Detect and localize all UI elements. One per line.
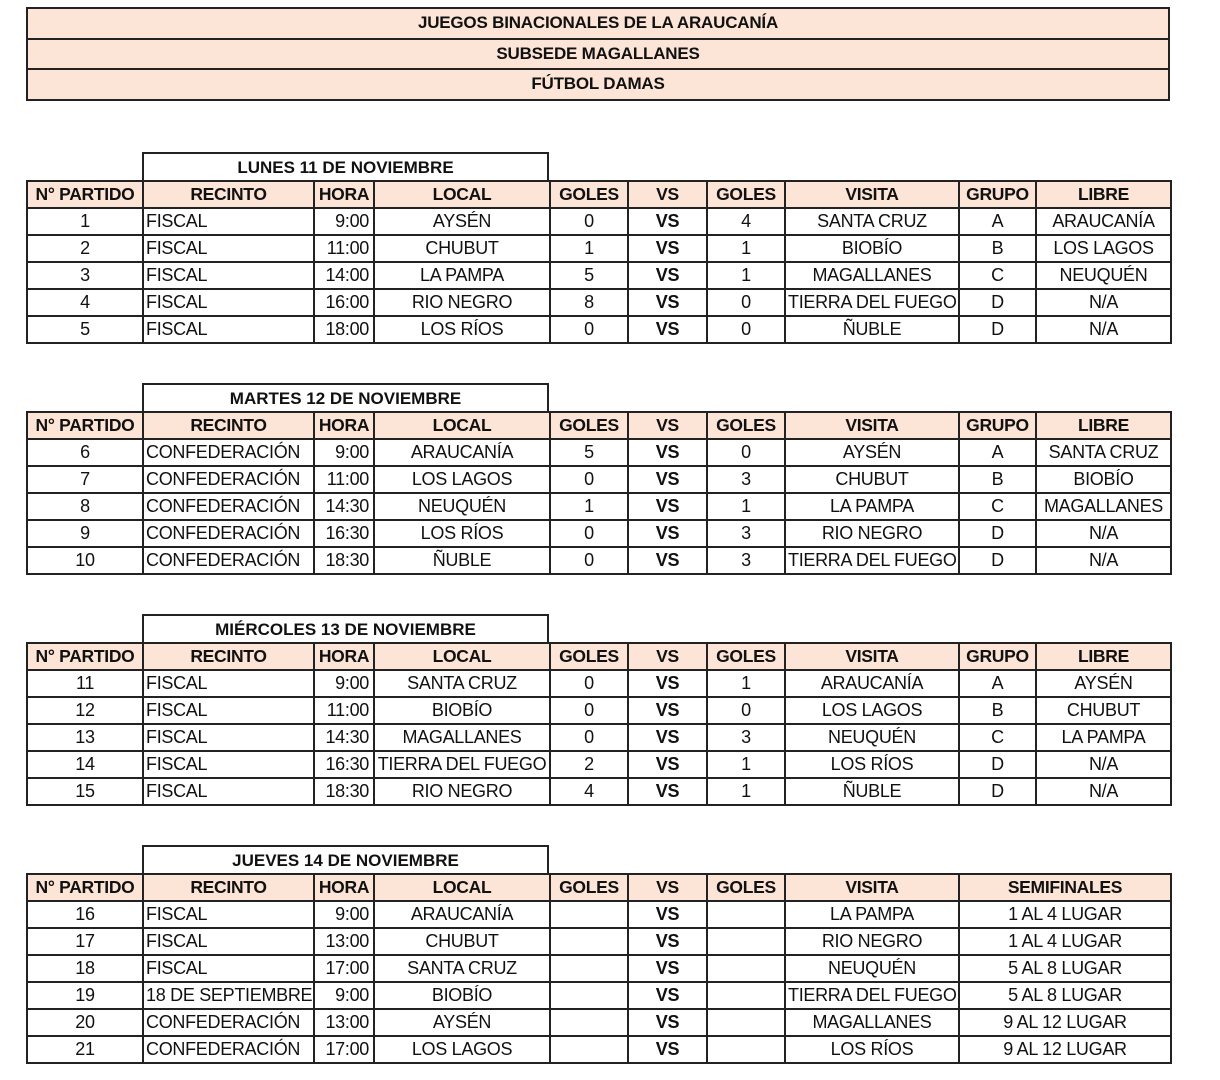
cell-goles-visita: 0 xyxy=(707,697,785,724)
cell-goles-local: 0 xyxy=(550,466,628,493)
cell-visita: LA PAMPA xyxy=(785,493,959,520)
cell-libre: ARAUCANÍA xyxy=(1036,208,1171,235)
col-semifinales-header: SEMIFINALES xyxy=(959,874,1171,901)
cell-visita: TIERRA DEL FUEGO xyxy=(785,547,959,574)
col-local-header: LOCAL xyxy=(374,874,550,901)
cell-goles-visita: 1 xyxy=(707,778,785,805)
cell-goles-visita xyxy=(707,955,785,982)
col-local-header: LOCAL xyxy=(374,181,550,208)
cell-vs: VS xyxy=(628,520,707,547)
match-row xyxy=(27,928,1171,955)
cell-grupo: D xyxy=(959,547,1036,574)
cell-goles-visita: 3 xyxy=(707,466,785,493)
cell-goles-local: 1 xyxy=(550,493,628,520)
event-title: JUEGOS BINACIONALES DE LA ARAUCANÍA xyxy=(28,9,1168,40)
match-row xyxy=(27,316,1171,343)
cell-visita: NEUQUÉN xyxy=(785,955,959,982)
cell-recinto: FISCAL xyxy=(143,670,314,697)
cell-libre: N/A xyxy=(1036,289,1171,316)
cell-goles-visita: 0 xyxy=(707,316,785,343)
cell-visita: NEUQUÉN xyxy=(785,724,959,751)
match-row xyxy=(27,955,1171,982)
cell-visita: MAGALLANES xyxy=(785,1009,959,1036)
col-grupo-header: GRUPO xyxy=(959,181,1036,208)
cell-vs: VS xyxy=(628,697,707,724)
cell-local: AYSÉN xyxy=(374,208,550,235)
cell-local: SANTA CRUZ xyxy=(374,955,550,982)
cell-recinto: FISCAL xyxy=(143,955,314,982)
cell-visita: ARAUCANÍA xyxy=(785,670,959,697)
col-vs-header: VS xyxy=(628,181,707,208)
cell-goles-visita xyxy=(707,982,785,1009)
cell-vs: VS xyxy=(628,316,707,343)
col-visita-header: VISITA xyxy=(785,412,959,439)
cell-local: RIO NEGRO xyxy=(374,289,550,316)
cell-local: TIERRA DEL FUEGO xyxy=(374,751,550,778)
header-row xyxy=(27,874,1171,901)
cell-semifinales: 9 AL 12 LUGAR xyxy=(959,1009,1171,1036)
cell-goles-local xyxy=(550,1009,628,1036)
cell-libre: LOS LAGOS xyxy=(1036,235,1171,262)
cell-n: 13 xyxy=(27,724,143,751)
cell-goles-visita: 1 xyxy=(707,670,785,697)
day-header: LUNES 11 DE NOVIEMBRE xyxy=(142,152,549,180)
cell-hora: 13:00 xyxy=(314,1009,374,1036)
cell-n: 21 xyxy=(27,1036,143,1063)
cell-vs: VS xyxy=(628,439,707,466)
cell-libre: N/A xyxy=(1036,547,1171,574)
cell-recinto: FISCAL xyxy=(143,697,314,724)
cell-hora: 16:00 xyxy=(314,289,374,316)
cell-n: 14 xyxy=(27,751,143,778)
cell-goles-visita: 3 xyxy=(707,724,785,751)
match-row xyxy=(27,208,1171,235)
cell-grupo: A xyxy=(959,670,1036,697)
cell-goles-visita: 3 xyxy=(707,547,785,574)
col-recinto-header: RECINTO xyxy=(143,643,314,670)
cell-local: BIOBÍO xyxy=(374,697,550,724)
cell-goles-local xyxy=(550,982,628,1009)
matches-table xyxy=(26,642,1172,806)
cell-hora: 9:00 xyxy=(314,670,374,697)
cell-recinto: CONFEDERACIÓN xyxy=(143,493,314,520)
col-hora-header: HORA xyxy=(314,874,374,901)
cell-n: 16 xyxy=(27,901,143,928)
cell-vs: VS xyxy=(628,928,707,955)
cell-grupo: D xyxy=(959,316,1036,343)
cell-n: 12 xyxy=(27,697,143,724)
cell-grupo: C xyxy=(959,724,1036,751)
cell-vs: VS xyxy=(628,493,707,520)
cell-visita: BIOBÍO xyxy=(785,235,959,262)
cell-goles-visita xyxy=(707,1036,785,1063)
cell-vs: VS xyxy=(628,1036,707,1063)
cell-recinto: CONFEDERACIÓN xyxy=(143,1036,314,1063)
cell-n: 8 xyxy=(27,493,143,520)
cell-goles-visita: 1 xyxy=(707,262,785,289)
cell-hora: 17:00 xyxy=(314,1036,374,1063)
cell-n: 1 xyxy=(27,208,143,235)
cell-n: 20 xyxy=(27,1009,143,1036)
cell-local: NEUQUÉN xyxy=(374,493,550,520)
cell-local: ARAUCANÍA xyxy=(374,439,550,466)
cell-n: 7 xyxy=(27,466,143,493)
match-row xyxy=(27,262,1171,289)
cell-visita: LOS LAGOS xyxy=(785,697,959,724)
cell-goles-visita xyxy=(707,1009,785,1036)
cell-goles-visita: 1 xyxy=(707,751,785,778)
cell-goles-local xyxy=(550,901,628,928)
cell-goles-local: 0 xyxy=(550,697,628,724)
cell-recinto: CONFEDERACIÓN xyxy=(143,520,314,547)
cell-vs: VS xyxy=(628,547,707,574)
cell-local: LA PAMPA xyxy=(374,262,550,289)
cell-local: LOS RÍOS xyxy=(374,316,550,343)
cell-goles-visita xyxy=(707,928,785,955)
cell-recinto: FISCAL xyxy=(143,778,314,805)
match-row xyxy=(27,289,1171,316)
cell-visita: AYSÉN xyxy=(785,439,959,466)
cell-local: LOS RÍOS xyxy=(374,520,550,547)
cell-goles-local: 4 xyxy=(550,778,628,805)
col-goles-local-header: GOLES xyxy=(550,181,628,208)
matches-table xyxy=(26,411,1172,575)
col-visita-header: VISITA xyxy=(785,181,959,208)
col-goles-visita-header: GOLES xyxy=(707,412,785,439)
cell-semifinales: 5 AL 8 LUGAR xyxy=(959,982,1171,1009)
cell-visita: SANTA CRUZ xyxy=(785,208,959,235)
match-row xyxy=(27,235,1171,262)
cell-hora: 11:00 xyxy=(314,697,374,724)
cell-hora: 13:00 xyxy=(314,928,374,955)
cell-goles-local xyxy=(550,1036,628,1063)
cell-goles-local: 5 xyxy=(550,439,628,466)
col-goles-visita-header: GOLES xyxy=(707,181,785,208)
cell-goles-local xyxy=(550,955,628,982)
cell-local: SANTA CRUZ xyxy=(374,670,550,697)
cell-hora: 18:30 xyxy=(314,547,374,574)
cell-local: LOS LAGOS xyxy=(374,1036,550,1063)
cell-visita: RIO NEGRO xyxy=(785,928,959,955)
cell-grupo: A xyxy=(959,208,1036,235)
match-row xyxy=(27,982,1171,1009)
cell-semifinales: 5 AL 8 LUGAR xyxy=(959,955,1171,982)
cell-libre: CHUBUT xyxy=(1036,697,1171,724)
cell-visita: MAGALLANES xyxy=(785,262,959,289)
col-n-partido-header: N° PARTIDO xyxy=(27,412,143,439)
cell-recinto: CONFEDERACIÓN xyxy=(143,547,314,574)
cell-recinto: FISCAL xyxy=(143,901,314,928)
cell-recinto: FISCAL xyxy=(143,289,314,316)
header-row xyxy=(27,643,1171,670)
match-row xyxy=(27,751,1171,778)
cell-vs: VS xyxy=(628,670,707,697)
cell-local: BIOBÍO xyxy=(374,982,550,1009)
cell-goles-visita xyxy=(707,901,785,928)
cell-vs: VS xyxy=(628,982,707,1009)
cell-vs: VS xyxy=(628,1009,707,1036)
cell-hora: 14:30 xyxy=(314,724,374,751)
col-hora-header: HORA xyxy=(314,181,374,208)
cell-grupo: B xyxy=(959,697,1036,724)
cell-grupo: B xyxy=(959,235,1036,262)
cell-visita: CHUBUT xyxy=(785,466,959,493)
cell-libre: AYSÉN xyxy=(1036,670,1171,697)
cell-local: LOS LAGOS xyxy=(374,466,550,493)
cell-recinto: CONFEDERACIÓN xyxy=(143,1009,314,1036)
col-recinto-header: RECINTO xyxy=(143,181,314,208)
match-row xyxy=(27,1009,1171,1036)
cell-libre: N/A xyxy=(1036,520,1171,547)
cell-n: 19 xyxy=(27,982,143,1009)
col-goles-local-header: GOLES xyxy=(550,874,628,901)
cell-libre: N/A xyxy=(1036,778,1171,805)
match-row xyxy=(27,778,1171,805)
cell-recinto: FISCAL xyxy=(143,235,314,262)
cell-hora: 14:00 xyxy=(314,262,374,289)
cell-goles-local xyxy=(550,928,628,955)
cell-goles-visita: 0 xyxy=(707,289,785,316)
col-n-partido-header: N° PARTIDO xyxy=(27,181,143,208)
day-header: MIÉRCOLES 13 DE NOVIEMBRE xyxy=(142,614,549,642)
cell-goles-local: 0 xyxy=(550,208,628,235)
col-libre-header: LIBRE xyxy=(1036,643,1171,670)
cell-goles-local: 0 xyxy=(550,316,628,343)
cell-semifinales: 1 AL 4 LUGAR xyxy=(959,901,1171,928)
cell-goles-local: 0 xyxy=(550,724,628,751)
col-goles-local-header: GOLES xyxy=(550,412,628,439)
cell-hora: 14:30 xyxy=(314,493,374,520)
cell-goles-local: 0 xyxy=(550,670,628,697)
cell-local: AYSÉN xyxy=(374,1009,550,1036)
cell-n: 15 xyxy=(27,778,143,805)
cell-libre: BIOBÍO xyxy=(1036,466,1171,493)
cell-semifinales: 1 AL 4 LUGAR xyxy=(959,928,1171,955)
col-visita-header: VISITA xyxy=(785,643,959,670)
match-row xyxy=(27,493,1171,520)
cell-goles-visita: 1 xyxy=(707,493,785,520)
cell-grupo: D xyxy=(959,289,1036,316)
match-row xyxy=(27,670,1171,697)
col-goles-local-header: GOLES xyxy=(550,643,628,670)
col-goles-visita-header: GOLES xyxy=(707,874,785,901)
cell-hora: 9:00 xyxy=(314,982,374,1009)
cell-hora: 9:00 xyxy=(314,208,374,235)
subsede-title: SUBSEDE MAGALLANES xyxy=(28,40,1168,71)
cell-vs: VS xyxy=(628,955,707,982)
match-row xyxy=(27,697,1171,724)
match-row xyxy=(27,520,1171,547)
cell-vs: VS xyxy=(628,235,707,262)
col-recinto-header: RECINTO xyxy=(143,874,314,901)
col-vs-header: VS xyxy=(628,643,707,670)
cell-grupo: B xyxy=(959,466,1036,493)
cell-semifinales: 9 AL 12 LUGAR xyxy=(959,1036,1171,1063)
matches-table xyxy=(26,180,1172,344)
cell-grupo: D xyxy=(959,751,1036,778)
cell-libre: MAGALLANES xyxy=(1036,493,1171,520)
header-row xyxy=(27,181,1171,208)
cell-grupo: D xyxy=(959,778,1036,805)
cell-libre: N/A xyxy=(1036,751,1171,778)
cell-local: ÑUBLE xyxy=(374,547,550,574)
cell-recinto: 18 DE SEPTIEMBRE xyxy=(143,982,314,1009)
day-header: JUEVES 14 DE NOVIEMBRE xyxy=(142,845,549,873)
cell-grupo: C xyxy=(959,493,1036,520)
cell-visita: TIERRA DEL FUEGO xyxy=(785,289,959,316)
cell-vs: VS xyxy=(628,778,707,805)
cell-goles-local: 0 xyxy=(550,520,628,547)
cell-vs: VS xyxy=(628,901,707,928)
cell-goles-local: 8 xyxy=(550,289,628,316)
cell-hora: 17:00 xyxy=(314,955,374,982)
cell-vs: VS xyxy=(628,466,707,493)
cell-visita: LOS RÍOS xyxy=(785,1036,959,1063)
cell-vs: VS xyxy=(628,724,707,751)
cell-recinto: CONFEDERACIÓN xyxy=(143,466,314,493)
cell-vs: VS xyxy=(628,751,707,778)
cell-goles-visita: 0 xyxy=(707,439,785,466)
cell-local: ARAUCANÍA xyxy=(374,901,550,928)
cell-libre: N/A xyxy=(1036,316,1171,343)
col-local-header: LOCAL xyxy=(374,412,550,439)
match-row xyxy=(27,901,1171,928)
cell-goles-local: 5 xyxy=(550,262,628,289)
match-row xyxy=(27,547,1171,574)
cell-local: MAGALLANES xyxy=(374,724,550,751)
cell-visita: ÑUBLE xyxy=(785,316,959,343)
cell-hora: 11:00 xyxy=(314,235,374,262)
col-libre-header: LIBRE xyxy=(1036,412,1171,439)
cell-libre: SANTA CRUZ xyxy=(1036,439,1171,466)
cell-n: 3 xyxy=(27,262,143,289)
cell-vs: VS xyxy=(628,289,707,316)
cell-n: 9 xyxy=(27,520,143,547)
cell-recinto: FISCAL xyxy=(143,751,314,778)
match-row xyxy=(27,466,1171,493)
cell-recinto: CONFEDERACIÓN xyxy=(143,439,314,466)
cell-grupo: A xyxy=(959,439,1036,466)
col-local-header: LOCAL xyxy=(374,643,550,670)
cell-recinto: FISCAL xyxy=(143,262,314,289)
cell-n: 6 xyxy=(27,439,143,466)
cell-hora: 9:00 xyxy=(314,439,374,466)
cell-hora: 16:30 xyxy=(314,520,374,547)
cell-hora: 18:00 xyxy=(314,316,374,343)
cell-recinto: FISCAL xyxy=(143,208,314,235)
cell-vs: VS xyxy=(628,262,707,289)
cell-n: 2 xyxy=(27,235,143,262)
matches-table xyxy=(26,873,1172,1064)
cell-n: 18 xyxy=(27,955,143,982)
cell-goles-local: 0 xyxy=(550,547,628,574)
col-n-partido-header: N° PARTIDO xyxy=(27,874,143,901)
cell-grupo: D xyxy=(959,520,1036,547)
cell-recinto: FISCAL xyxy=(143,928,314,955)
cell-goles-visita: 4 xyxy=(707,208,785,235)
cell-local: CHUBUT xyxy=(374,928,550,955)
header-row xyxy=(27,412,1171,439)
cell-n: 11 xyxy=(27,670,143,697)
cell-visita: ÑUBLE xyxy=(785,778,959,805)
match-row xyxy=(27,724,1171,751)
cell-libre: LA PAMPA xyxy=(1036,724,1171,751)
col-grupo-header: GRUPO xyxy=(959,643,1036,670)
cell-goles-visita: 3 xyxy=(707,520,785,547)
cell-goles-local: 2 xyxy=(550,751,628,778)
cell-n: 10 xyxy=(27,547,143,574)
cell-hora: 18:30 xyxy=(314,778,374,805)
col-goles-visita-header: GOLES xyxy=(707,643,785,670)
cell-visita: RIO NEGRO xyxy=(785,520,959,547)
cell-vs: VS xyxy=(628,208,707,235)
title-block xyxy=(26,7,1170,101)
cell-n: 17 xyxy=(27,928,143,955)
cell-hora: 16:30 xyxy=(314,751,374,778)
col-grupo-header: GRUPO xyxy=(959,412,1036,439)
match-row xyxy=(27,1036,1171,1063)
cell-n: 4 xyxy=(27,289,143,316)
col-recinto-header: RECINTO xyxy=(143,412,314,439)
cell-recinto: FISCAL xyxy=(143,724,314,751)
cell-recinto: FISCAL xyxy=(143,316,314,343)
col-vs-header: VS xyxy=(628,874,707,901)
cell-libre: NEUQUÉN xyxy=(1036,262,1171,289)
cell-visita: TIERRA DEL FUEGO xyxy=(785,982,959,1009)
cell-local: CHUBUT xyxy=(374,235,550,262)
category-title: FÚTBOL DAMAS xyxy=(28,70,1168,99)
cell-grupo: C xyxy=(959,262,1036,289)
col-visita-header: VISITA xyxy=(785,874,959,901)
cell-visita: LOS RÍOS xyxy=(785,751,959,778)
col-libre-header: LIBRE xyxy=(1036,181,1171,208)
cell-local: RIO NEGRO xyxy=(374,778,550,805)
col-vs-header: VS xyxy=(628,412,707,439)
col-hora-header: HORA xyxy=(314,643,374,670)
cell-visita: LA PAMPA xyxy=(785,901,959,928)
match-row xyxy=(27,439,1171,466)
cell-hora: 11:00 xyxy=(314,466,374,493)
cell-n: 5 xyxy=(27,316,143,343)
cell-goles-local: 1 xyxy=(550,235,628,262)
cell-goles-visita: 1 xyxy=(707,235,785,262)
col-n-partido-header: N° PARTIDO xyxy=(27,643,143,670)
col-hora-header: HORA xyxy=(314,412,374,439)
cell-hora: 9:00 xyxy=(314,901,374,928)
day-header: MARTES 12 DE NOVIEMBRE xyxy=(142,383,549,411)
